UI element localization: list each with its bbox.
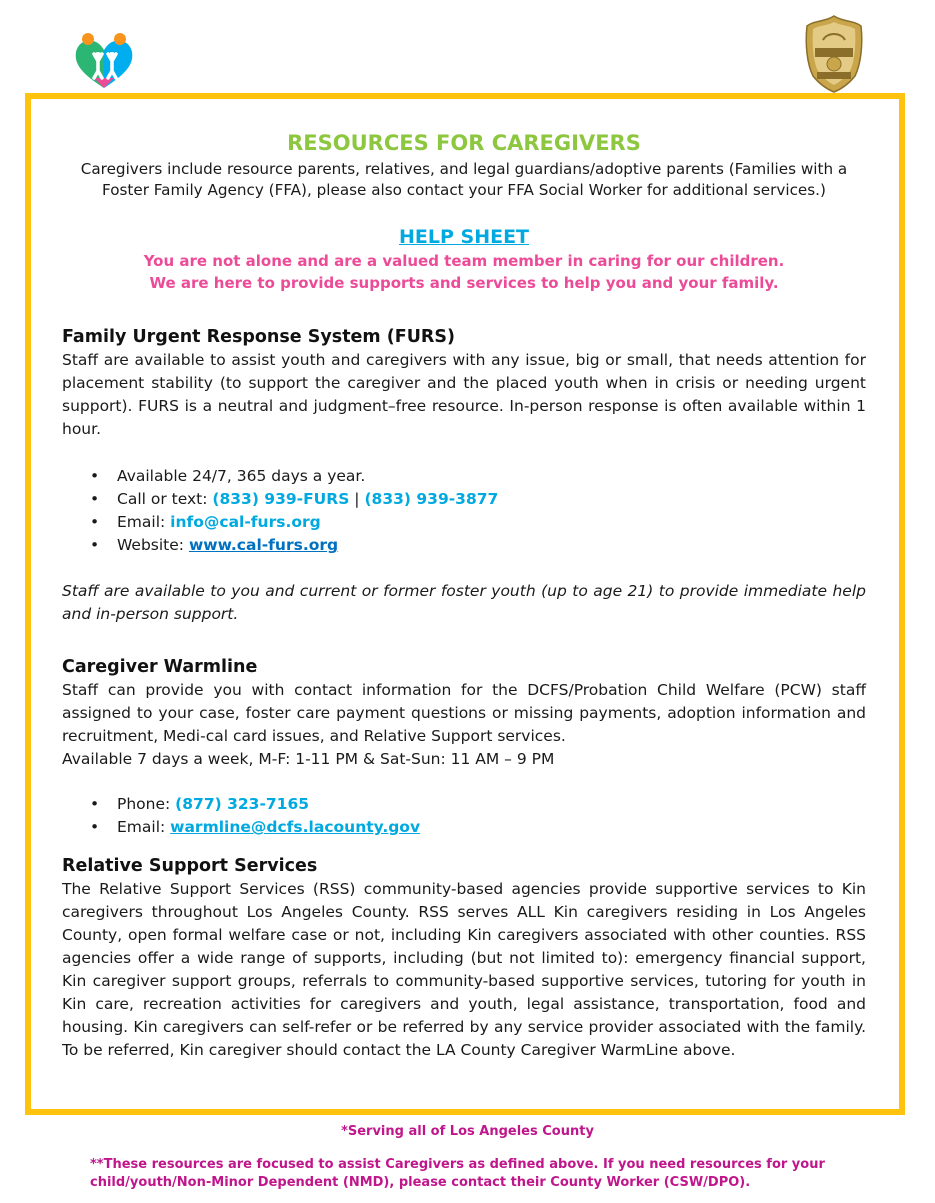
probation-department-badge [803,14,865,94]
rss-description: The Relative Support Services (RSS) community-based agencies provide supportive services to Kin caregivers throughout Los Angeles County. RSS serves ALL Kin caregivers residing in Los Angeles County, open formal welfare case or not, including Kin caregivers associated with other counties. RSS agencies offer a wide range of supports, including (but not limited to): emergency financial support, Kin caregiver support groups, referrals to community-based supportive services, tutoring for youth in Kin care, recreation activities for caregivers and youth, legal assistance, transportation, food and housing. Kin caregivers can self-refer or be referred by any service provider associated with the family. To be referred, Kin caregiver should contact the LA County Caregiver WarmLine above. [62,880,866,1059]
footer-note: **These resources are focused to assist Caregivers as defined above. If you need resources for your child/youth/Non-Minor Dependent (NMD), please contact their County Worker (CSW/DPO). [90,1157,825,1190]
warmline-email-link[interactable]: warmline@dcfs.lacounty.gov [170,818,421,836]
furs-heading: Family Urgent Response System (FURS) [62,327,455,347]
help-message-1: You are not alone and are a valued team member in caring for our children. [143,252,785,270]
furs-availability: Available 24/7, 365 days a year. [117,467,366,485]
furs-email-link[interactable]: info@cal-furs.org [170,513,321,531]
warmline-heading: Caregiver Warmline [62,657,258,677]
help-sheet-content [62,128,866,1062]
furs-website-link[interactable]: www.cal-furs.org [188,536,339,554]
warmline-hours: Available 7 days a week, M-F: 1-11 PM & Sat-Sun: 11 AM – 9 PM [62,750,555,768]
warmline-description: Staff can provide you with contact information for the DCFS/Probation Child Welfare (PCW) staff assigned to your case, foster care payment questions or missing payments, adoption information and recruitment, Medi-cal card issues, and Relative Support services. [62,681,866,745]
list-item [117,465,866,488]
warmline-contact-list [62,793,866,839]
rss-heading: Relative Support Services [62,856,318,876]
furs-description: Staff are available to assist youth and caregivers with any issue, big or small, that needs attention for placement stability (to support the caregiver and the placed youth when in crisis or needing urgent support). FURS is a neutral and judgment–free resource. In-person response is often available within 1 hour. [62,351,866,438]
call-label: Call or text: [117,490,213,508]
list-item [117,488,866,511]
phone-label: Phone: [117,795,176,813]
list-item [117,816,866,839]
serving-note: *Serving all of Los Angeles County [341,1124,594,1139]
furs-phone-number-link[interactable]: (833) 939-3877 [364,490,499,508]
separator: | [349,490,365,508]
list-item [117,534,866,557]
website-label: Website: [117,536,189,554]
list-item [117,793,866,816]
furs-phone-link[interactable]: (833) 939-FURS [212,490,350,508]
page-title: RESOURCES FOR CAREGIVERS [287,131,641,155]
family-hearts-logo [72,30,136,94]
email-label: Email: [117,818,171,836]
intro-text: Caregivers include resource parents, relatives, and legal guardians/adoptive parents (Families with a Foster Family Agency (FFA), please also contact your FFA Social Worker for additional services.) [80,160,848,199]
furs-note: Staff are available to you and current or former foster youth (up to age 21) to provide immediate help and in-person support. [62,582,866,623]
help-sheet-heading: HELP SHEET [398,226,530,248]
list-item [117,511,866,534]
warmline-phone-link[interactable]: (877) 323-7165 [175,795,310,813]
furs-contact-list [62,465,866,557]
email-label: Email: [117,513,171,531]
help-message-2: We are here to provide supports and services to help you and your family. [149,274,779,292]
